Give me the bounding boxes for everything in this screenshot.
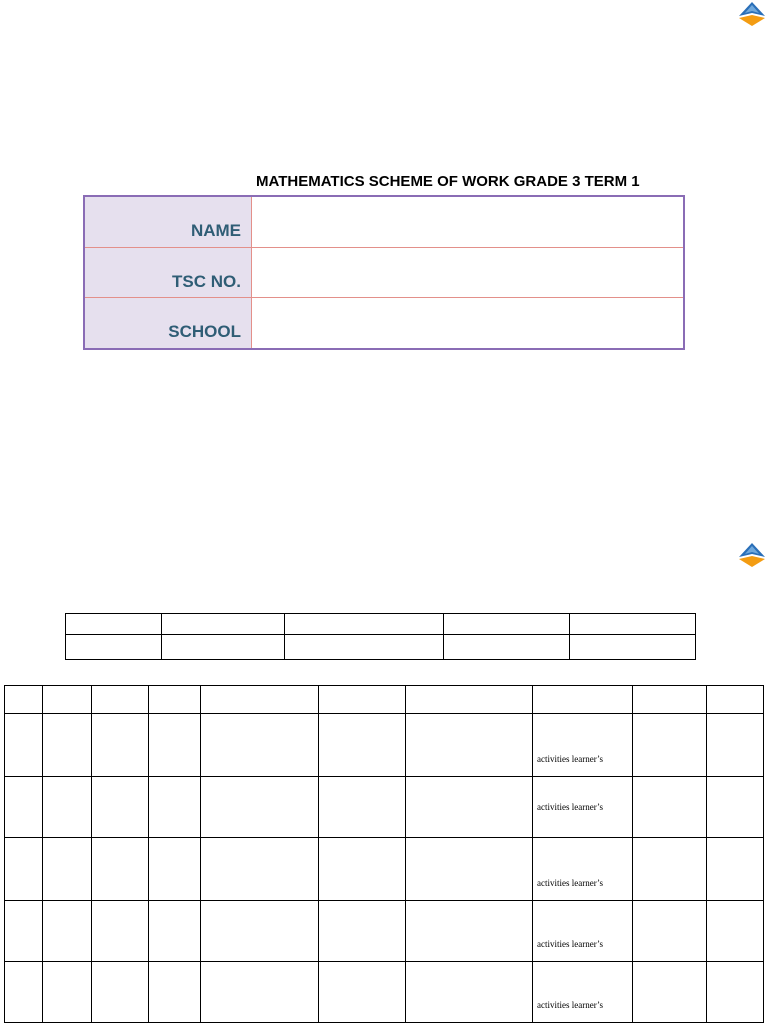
activities-note: activities learner’s [537,939,604,949]
table-cell [707,962,764,1023]
scheme-header-row [5,686,764,714]
table-cell [92,962,149,1023]
name-value-field[interactable] [253,197,683,247]
table-cell [707,714,764,777]
table-cell [633,962,707,1023]
table-cell [406,901,533,962]
summary-cell [66,635,162,660]
tsc-value-field[interactable] [253,248,683,298]
table-cell [633,777,707,838]
table-cell [633,838,707,901]
scheme-row [5,714,764,777]
table-cell [633,901,707,962]
document-title: MATHEMATICS SCHEME OF WORK GRADE 3 TERM 1 [256,173,640,190]
table-cell [43,901,92,962]
summary-cell [444,635,570,660]
table-cell [406,838,533,901]
summary-row [66,635,696,660]
school-value-field[interactable] [253,298,683,348]
header-cell [43,686,92,714]
info-row-tsc [85,247,683,298]
scheme-row [5,962,764,1023]
table-cell [707,901,764,962]
table-cell [201,714,319,777]
table-cell [92,714,149,777]
info-row-name [85,197,683,247]
scheme-row [5,777,764,838]
table-cell [5,838,43,901]
table-cell [201,962,319,1023]
info-label-cell [85,197,252,247]
logo-icon [737,541,767,571]
table-cell [149,962,201,1023]
summary-cell [66,614,162,635]
scheme-row [5,838,764,901]
header-cell [92,686,149,714]
header-cell [533,686,633,714]
table-cell [533,901,633,962]
summary-cell [570,635,696,660]
header-cell [5,686,43,714]
school-label: SCHOOL [168,322,241,341]
table-cell [5,962,43,1023]
header-cell [707,686,764,714]
summary-cell [162,614,285,635]
table-cell [43,838,92,901]
table-cell [533,962,633,1023]
table-cell [43,962,92,1023]
teacher-info-table [83,195,685,350]
header-cell [319,686,406,714]
table-cell [149,777,201,838]
table-cell [319,962,406,1023]
table-cell [319,901,406,962]
header-cell [406,686,533,714]
table-cell [201,777,319,838]
header-cell [149,686,201,714]
summary-row [66,614,696,635]
table-cell [707,777,764,838]
summary-cell [570,614,696,635]
table-cell [43,777,92,838]
table-cell [533,777,633,838]
table-cell [533,838,633,901]
table-cell [201,838,319,901]
table-cell [5,777,43,838]
table-cell [633,714,707,777]
table-cell [406,962,533,1023]
table-cell [92,838,149,901]
table-cell [406,714,533,777]
info-row-school [85,297,683,348]
table-cell [149,714,201,777]
table-cell [319,838,406,901]
summary-cell [162,635,285,660]
info-label-cell [85,248,252,298]
table-cell [406,777,533,838]
header-cell [201,686,319,714]
scheme-table [4,685,764,1023]
logo-icon [737,0,767,30]
table-cell [319,777,406,838]
table-cell [5,714,43,777]
summary-cell [444,614,570,635]
scheme-row [5,901,764,962]
activities-note: activities learner’s [537,1000,604,1010]
table-cell [201,901,319,962]
summary-cell [285,614,444,635]
table-cell [149,838,201,901]
table-cell [92,777,149,838]
table-cell [43,714,92,777]
summary-table [65,613,696,660]
name-label: NAME [190,221,241,240]
table-cell [92,901,149,962]
info-label-cell [85,298,252,348]
table-cell [149,901,201,962]
table-cell [533,714,633,777]
activities-note: activities learner’s [537,754,604,764]
table-cell [319,714,406,777]
tsc-label: TSC NO. [172,272,241,291]
activities-note: activities learner’s [537,802,604,812]
activities-note: activities learner’s [537,878,604,888]
summary-cell [285,635,444,660]
table-cell [5,901,43,962]
table-cell [707,838,764,901]
header-cell [633,686,707,714]
